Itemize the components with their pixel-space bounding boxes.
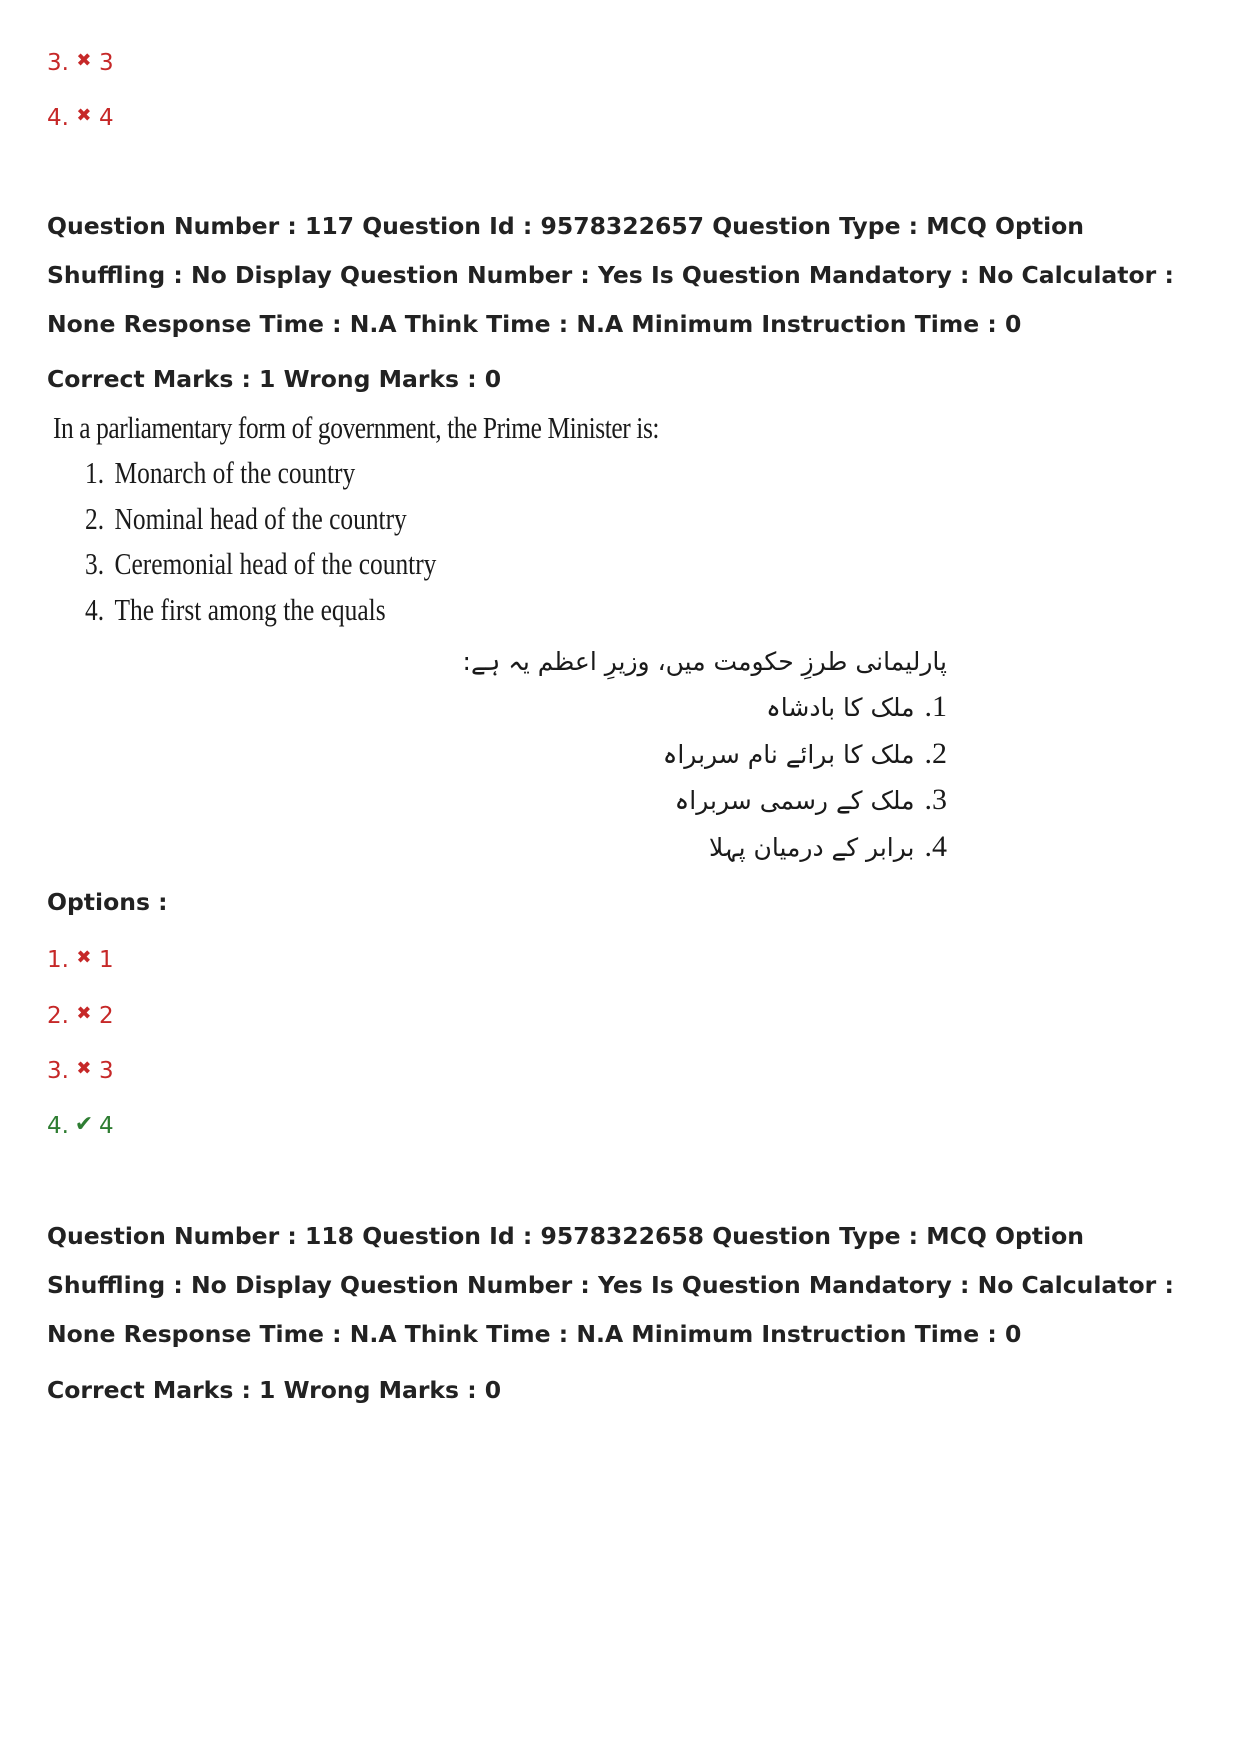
option-number: 3. (47, 50, 69, 76)
option-2[interactable] (47, 999, 114, 1031)
option-label: 4 (98, 1113, 114, 1139)
question-117-meta: Question Number : 117 Question Id : 9578322657 Question Type : MCQ Option Shuffling : No Display Question Number : Yes Is Question Mandatory : No Calculator : None Response Time : N.A Think Time : N.A Minimum Instruction Time : 0 (47, 212, 1174, 338)
choice-en-2: 2. Nominal head of the country (85, 500, 407, 536)
choice-ur-3: 3.ملک کے رسمی سربراہ (674, 783, 947, 816)
prev-option-4[interactable] (47, 101, 114, 133)
option-label: 4 (98, 105, 114, 131)
option-label: 3 (98, 1058, 114, 1084)
question-choices-en (85, 450, 436, 632)
choice-en-3: 3. Ceremonial head of the country (85, 546, 437, 581)
options-heading: Options : (47, 888, 168, 916)
question-118-marks: Correct Marks : 1 Wrong Marks : 0 (47, 1376, 502, 1404)
choice-en-1: 1. Monarch of the country (85, 455, 356, 490)
question-117-image (47, 408, 947, 863)
option-3[interactable] (47, 1054, 114, 1086)
option-4[interactable] (47, 1110, 114, 1141)
choice-ur-4: 4.برابر کے درمیان پہلا (709, 829, 947, 863)
choice-en-4: 4. The first among the equals (85, 591, 386, 627)
choice-ur-2: 2.ملک کا برائے نام سربراہ (662, 736, 947, 770)
option-number: 4. (47, 105, 69, 131)
option-number: 4. (47, 1113, 69, 1139)
cross-icon: ✖ (76, 105, 92, 126)
option-number: 2. (47, 1003, 69, 1029)
question-117-marks: Correct Marks : 1 Wrong Marks : 0 (47, 365, 502, 393)
option-label: 3 (98, 50, 114, 76)
choice-ur-1: 1.ملک کا بادشاہ (766, 690, 947, 723)
question-urdu (427, 640, 947, 870)
question-stem-ur: پارلیمانی طرزِ حکومت میں، وزیرِ اعظم یہ ہے: (462, 647, 947, 676)
question-stem-en: In a parliamentary form of government, the Prime Minister is: (53, 410, 660, 445)
cross-icon: ✖ (76, 1003, 92, 1024)
check-icon: ✔ (74, 1112, 94, 1137)
cross-icon: ✖ (76, 1058, 92, 1079)
question-118-meta: Question Number : 118 Question Id : 9578322658 Question Type : MCQ Option Shuffling : No Display Question Number : Yes Is Question Mandatory : No Calculator : None Response Time : N.A Think Time : N.A Minimum Instruction Time : 0 (47, 1222, 1174, 1348)
cross-icon: ✖ (76, 50, 92, 71)
cross-icon: ✖ (76, 947, 92, 968)
option-number: 1. (47, 947, 69, 973)
prev-option-3[interactable] (47, 46, 114, 78)
option-label: 2 (98, 1003, 114, 1029)
option-number: 3. (47, 1058, 69, 1084)
option-label: 1 (98, 947, 114, 973)
option-1[interactable] (47, 943, 114, 975)
